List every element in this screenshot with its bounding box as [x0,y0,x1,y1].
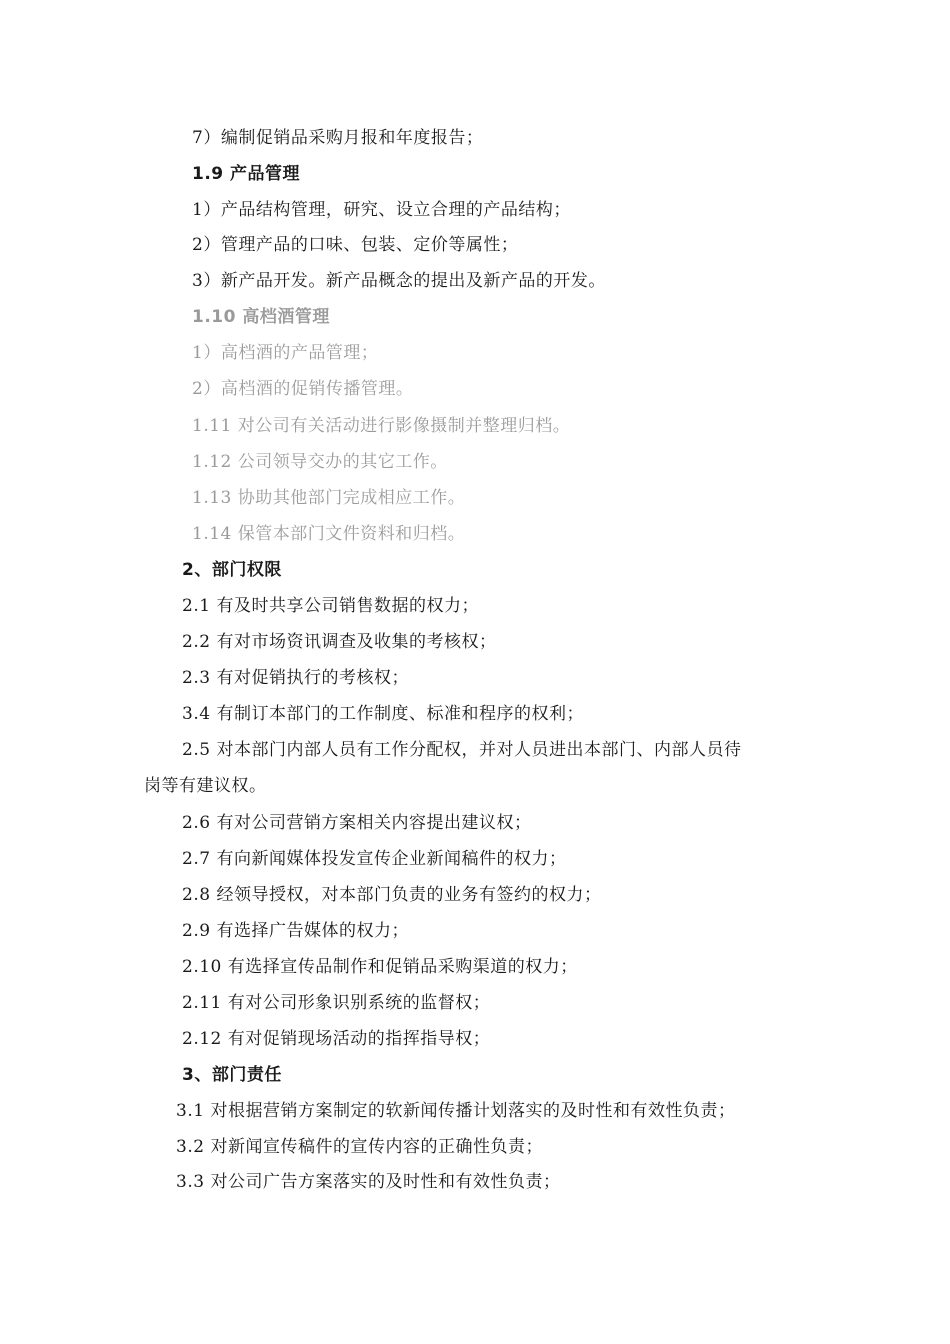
list-item: 2）高档酒的促销传播管理。 [192,379,414,399]
list-item: 7）编制促销品采购月报和年度报告； [192,128,484,148]
section-heading: 1.9 产品管理 [192,164,301,184]
list-item: 2）管理产品的口味、包装、定价等属性； [192,235,519,255]
list-item: 3.4 有制订本部门的工作制度、标准和程序的权利； [182,704,584,724]
list-item: 2.2 有对市场资讯调查及收集的考核权； [182,632,497,652]
section-heading: 3、部门责任 [182,1065,282,1085]
list-item: 3.2 对新闻宣传稿件的宣传内容的正确性负责； [176,1137,543,1157]
list-item: 1）产品结构管理，研究、设立合理的产品结构； [192,200,571,220]
list-item: 2.5 对本部门内部人员有工作分配权，并对人员进出本部门、内部人员待 [182,740,742,760]
list-item: 2.12 有对促销现场活动的指挥指导权； [182,1029,491,1049]
list-item: 2.10 有选择宣传品制作和促销品采购渠道的权力； [182,957,578,977]
list-item: 1）高档酒的产品管理； [192,343,379,363]
list-item: 2.9 有选择广告媒体的权力； [182,921,409,941]
list-item-continuation: 岗等有建议权。 [144,776,267,796]
list-item: 1.13 协助其他部门完成相应工作。 [192,488,466,508]
list-item: 3）新产品开发。新产品概念的提出及新产品的开发。 [192,271,606,291]
list-item: 1.14 保管本部门文件资料和归档。 [192,524,466,544]
list-item: 3.3 对公司广告方案落实的及时性和有效性负责； [176,1172,561,1192]
section-heading: 1.10 高档酒管理 [192,307,330,327]
list-item: 2.3 有对促销执行的考核权； [182,668,409,688]
list-item: 2.11 有对公司形象识别系统的监督权； [182,993,491,1013]
list-item: 1.12 公司领导交办的其它工作。 [192,452,448,472]
list-item: 2.8 经领导授权，对本部门负责的业务有签约的权力； [182,885,602,905]
section-heading: 2、部门权限 [182,560,282,580]
list-item: 2.7 有向新闻媒体投发宣传企业新闻稿件的权力； [182,849,567,869]
list-item: 2.1 有及时共享公司销售数据的权力； [182,596,479,616]
list-item: 3.1 对根据营销方案制定的软新闻传播计划落实的及时性和有效性负责； [176,1101,736,1121]
list-item: 1.11 对公司有关活动进行影像摄制并整理归档。 [192,416,571,436]
list-item: 2.6 有对公司营销方案相关内容提出建议权； [182,813,532,833]
